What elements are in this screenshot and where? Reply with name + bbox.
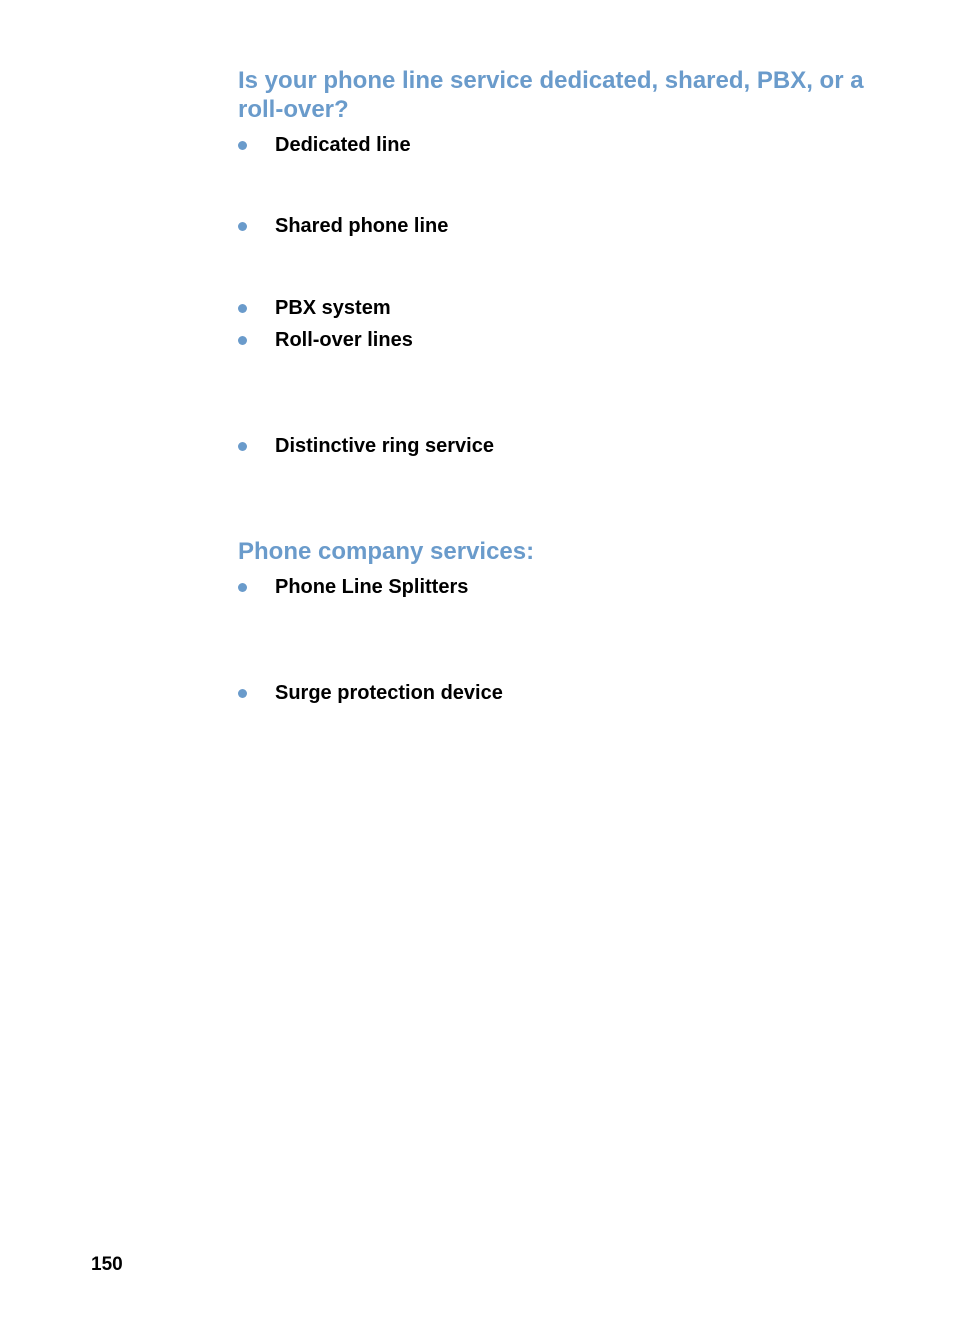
list-item-label: Dedicated line: [275, 134, 411, 156]
section-heading-line-service: Is your phone line service dedicated, shared, PBX, or a roll-over?: [238, 67, 864, 123]
bullet-icon: [238, 336, 247, 345]
list-item-label: Phone Line Splitters: [275, 576, 469, 598]
list-item-label: PBX system: [275, 297, 391, 319]
list-item-shared-phone-line: [238, 214, 448, 238]
bullet-icon: [238, 141, 247, 150]
list-item-phone-line-splitters: [238, 575, 468, 599]
list-item-pbx-system: [238, 296, 391, 320]
bullet-icon: [238, 583, 247, 592]
list-item-surge-protection-device: [238, 681, 503, 705]
list-item-label: Distinctive ring service: [275, 435, 494, 457]
list-item-label: Shared phone line: [275, 215, 449, 237]
bullet-icon: [238, 222, 247, 231]
list-item-roll-over-lines: [238, 328, 413, 352]
page-number: 150: [91, 1254, 123, 1275]
list-item-distinctive-ring-service: [238, 434, 494, 458]
list-item-dedicated-line: [238, 133, 411, 157]
bullet-icon: [238, 442, 247, 451]
bullet-icon: [238, 689, 247, 698]
list-item-label: Roll-over lines: [275, 329, 413, 351]
list-item-label: Surge protection device: [275, 682, 503, 704]
bullet-icon: [238, 304, 247, 313]
section-heading-company-services: Phone company services:: [238, 538, 535, 565]
